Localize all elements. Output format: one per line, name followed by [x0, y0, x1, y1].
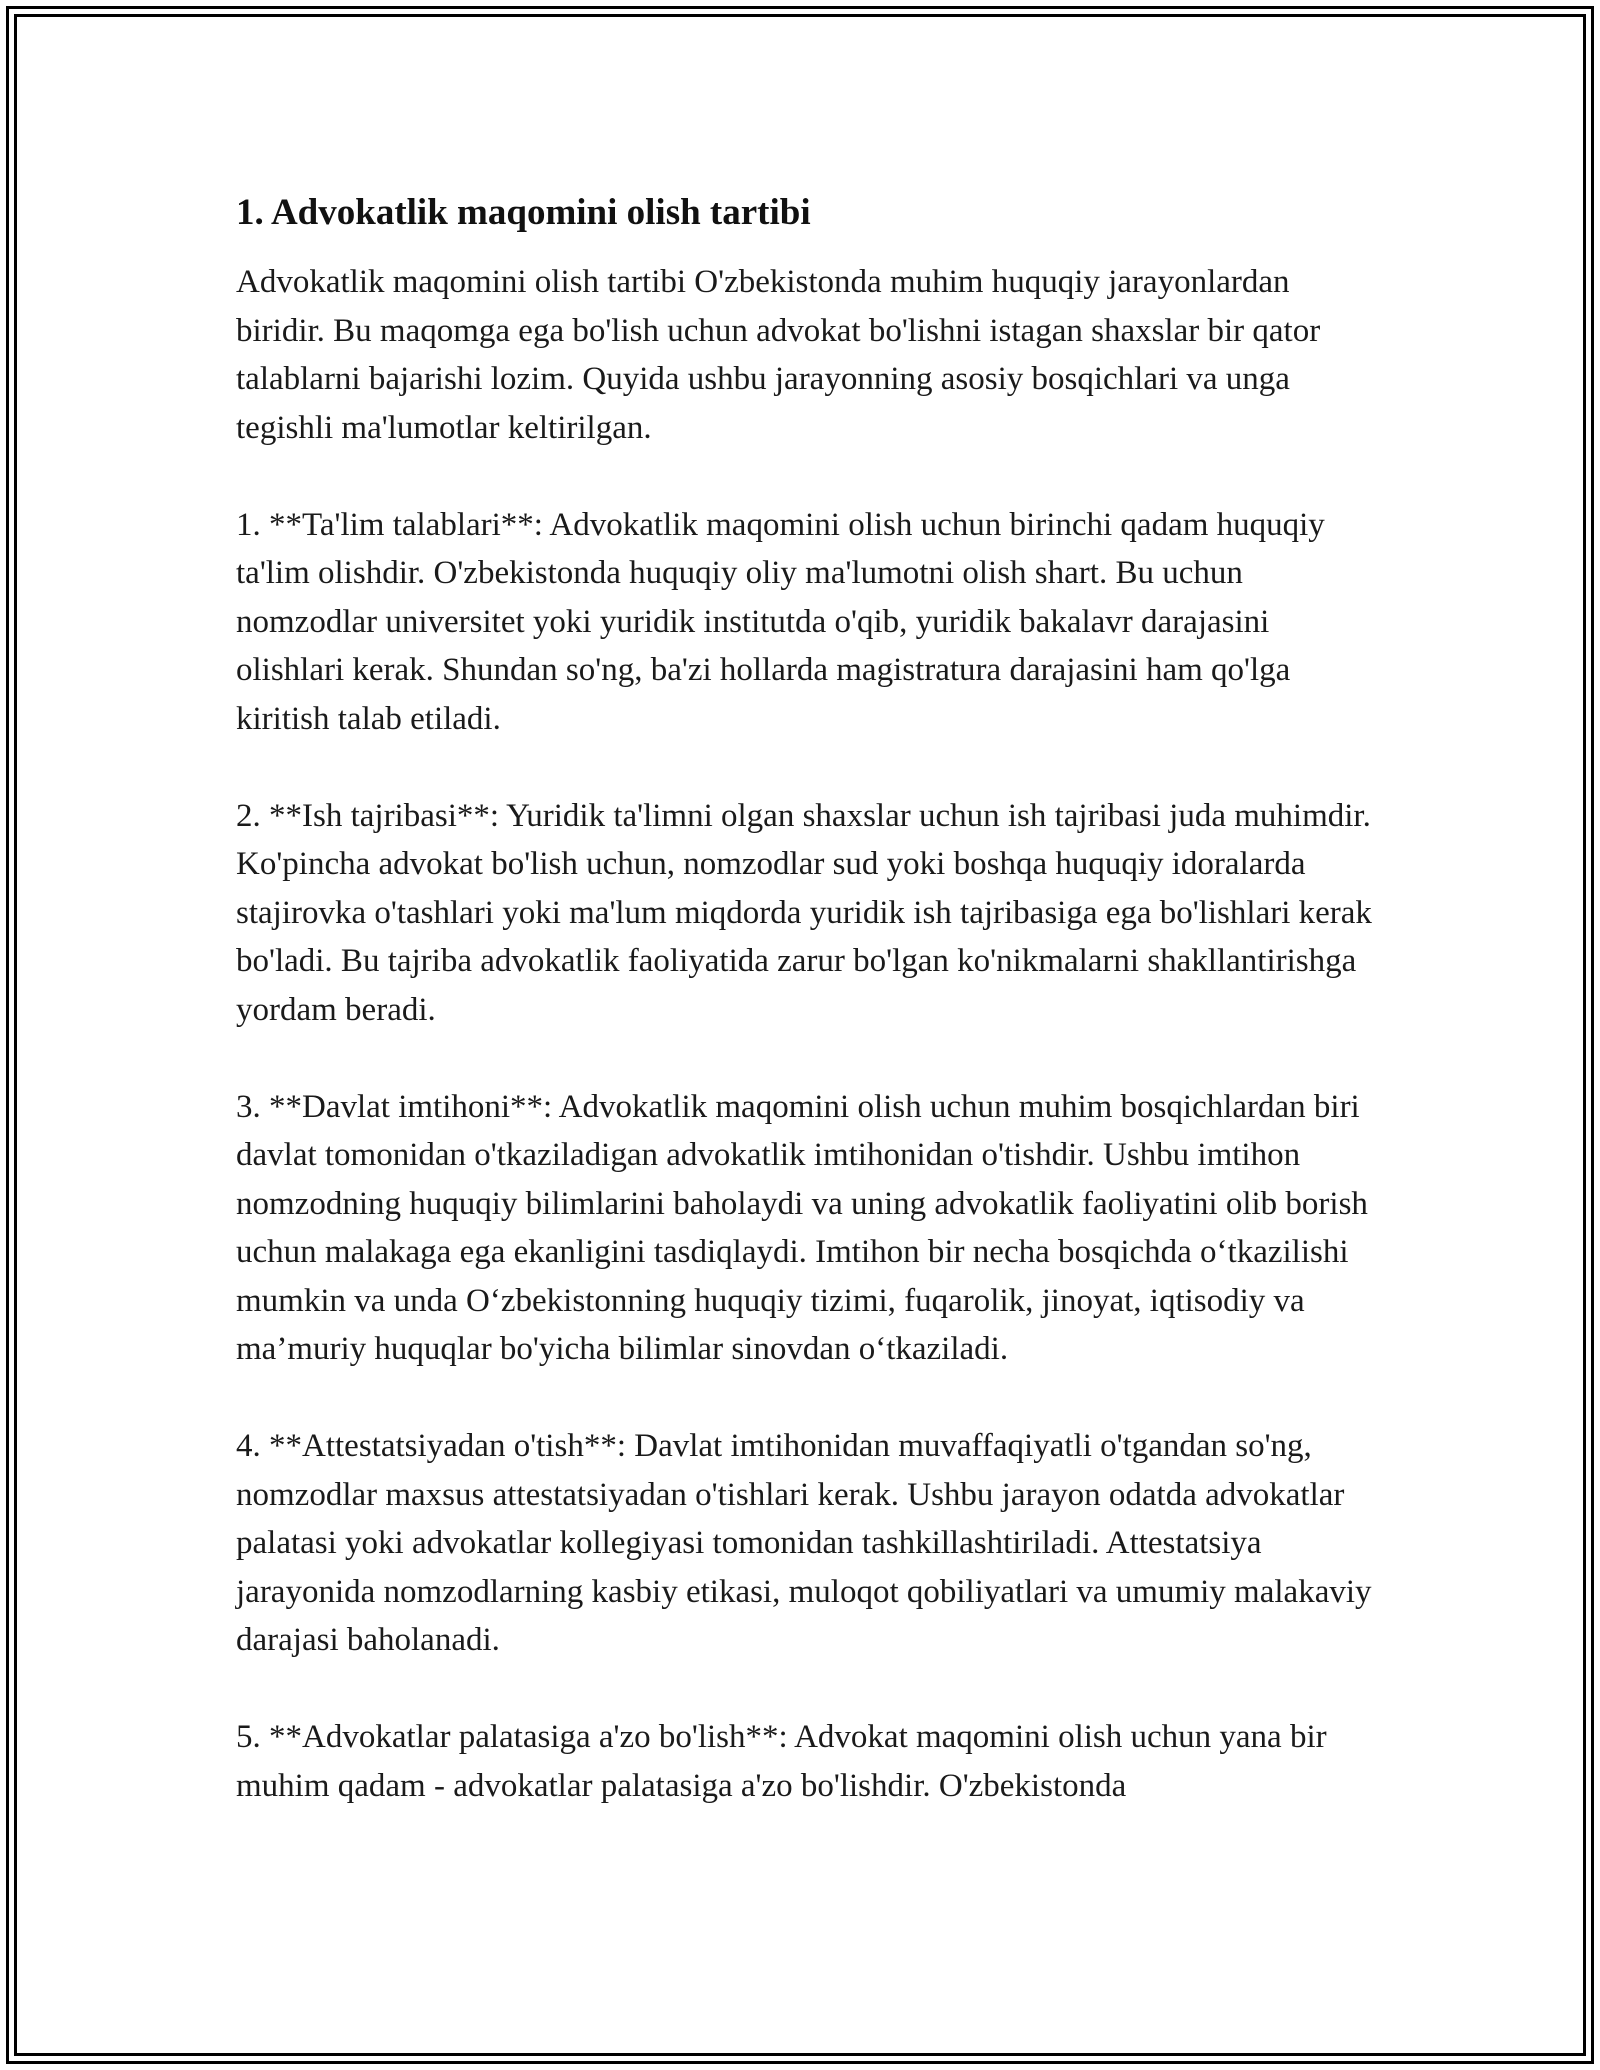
- paragraph-state-exam: 3. **Davlat imtihoni**: Advokatlik maqomini olish uchun muhim bosqichlardan biri davlat tomonidan o'tkaziladigan advokatlik imtihonidan o'tishdir. Ushbu imtihon nomzodning huquqiy bilimlarini baholaydi va uning advokatlik faoliyatini olib borish uchun malakaga ega ekanligini tasdiqlaydi. Imtihon bir necha bosqichda o‘tkazilishi mumkin va unda O‘zbekistonning huquqiy tizimi, fuqarolik, jinoyat, iqtisodiy va ma’muriy huquqlar bo'yicha bilimlar sinovdan o‘tkaziladi.: [236, 1088, 1368, 1367]
- intro-paragraph: Advokatlik maqomini olish tartibi O'zbekistonda muhim huquqiy jarayonlardan biridir. Bu maqomga ega bo'lish uchun advokat bo'lishni istagan shaxslar bir qator talablarni bajarishi lozim. Quyida ushbu jarayonning asosiy bosqichlari va unga tegishli ma'lumotlar keltirilgan.: [236, 264, 1321, 446]
- paragraph-work-experience: 2. **Ish tajribasi**: Yuridik ta'limni olgan shaxslar uchun ish tajribasi juda muhimdir. Ko'pincha advokat bo'lish uchun, nomzodlar sud yoki boshqa huquqiy idoralarda stajirovka o'tashlari yoki ma'lum miqdorda yuridik ish tajribasiga ega bo'lishlari kerak bo'ladi. Bu tajriba advokatlik faoliyatida zarur bo'lgan ko'nikmalarni shakllantirishga yordam beradi.: [236, 797, 1372, 1028]
- document-body: [236, 188, 1376, 1859]
- paragraph-attestation: 4. **Attestatsiyadan o'tish**: Davlat imtihonidan muvaffaqiyatli o'tgandan so'ng, nomzodlar maxsus attestatsiyadan o'tishlari kerak. Ushbu jarayon odatda advokatlar palatasi yoki advokatlar kollegiyasi tomonidan tashkillashtiriladi. Attestatsiya jarayonida nomzodlarning kasbiy etikasi, muloqot qobiliyatlari va umumiy malakaviy darajasi baholanadi.: [236, 1428, 1372, 1658]
- document-title: 1. Advokatlik maqomini olish tartibi: [236, 192, 811, 233]
- paragraph-education-requirements: 1. **Ta'lim talablari**: Advokatlik maqomini olish uchun birinchi qadam huquqiy ta'lim olishdir. O'zbekistonda huquqiy oliy ma'lumotni olish shart. Bu uchun nomzodlar universitet yoki yuridik institutda o'qib, yuridik bakalavr darajasini olishlari kerak. Shundan so'ng, ba'zi hollarda magistratura darajasini ham qo'lga kiritish talab etiladi.: [236, 506, 1325, 737]
- paragraph-bar-membership: 5. **Advokatlar palatasiga a'zo bo'lish**: Advokat maqomini olish uchun yana bir muhim qadam - advokatlar palatasiga a'zo bo'lishdir. O'zbekistonda: [236, 1719, 1327, 1804]
